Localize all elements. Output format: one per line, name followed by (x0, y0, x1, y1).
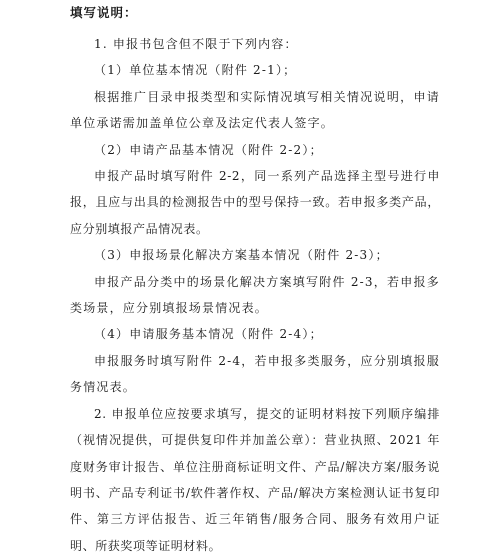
item-1-title: 1. 申报书包含但不限于下列内容： (94, 37, 298, 51)
item-1-sub-4-body: 申报服务时填写附件 2-4，若申报多类服务，应分别填报服务情况表。 (70, 353, 440, 395)
item-2-body: 2. 申报单位应按要求填写，提交的证明材料按下列顺序编排（视情况提供，可提供复印件并加盖公章）：营业执照、2021 年度财务审计报告、单位注册商标证明文件、产品/解决方案/服务说明书、产品专利证书/软件著作权、产品/解决方案检测认证书复印件、第三方评估报告、近三年销售/服务合同、服务有效用户证明、所获奖项等证明材料。 (70, 406, 440, 553)
item-1-sub-2-body: 申报产品时填写附件 2-2，同一系列产品选择主型号进行申报，且应与出具的检测报告中的型号保持一致。若申报多类产品，应分别填报产品情况表。 (70, 169, 440, 236)
item-1-sub-4-title: （4）申请服务基本情况（附件 2-4）； (94, 327, 323, 342)
item-1-sub-2-title: （2）申请产品基本情况（附件 2-2）； (94, 142, 323, 157)
item-1-sub-3-body: 申报产品分类中的场景化解决方案填写附件 2-3，若申报多类场景，应分别填报场景情况表。 (70, 274, 440, 316)
instructions-heading: 填写说明： (70, 5, 138, 20)
item-1-sub-3-title: （3）申报场景化解决方案基本情况（附件 2-3）； (94, 248, 389, 263)
item-1-sub-1-body: 根据推广目录申报类型和实际情况填写相关情况说明，申请单位承诺需加盖单位公章及法定代表人签字。 (70, 89, 440, 131)
item-1-sub-1-title: （1）单位基本情况（附件 2-1）； (94, 63, 297, 78)
